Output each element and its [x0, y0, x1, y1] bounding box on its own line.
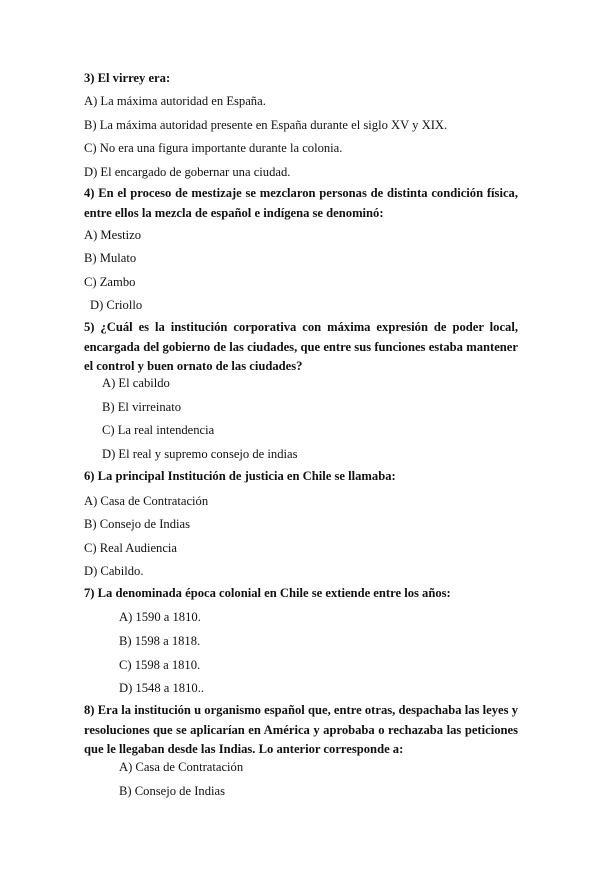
question-7-option-c: C) 1598 a 1810.: [119, 658, 201, 672]
question-6-option-d: D) Cabildo.: [84, 564, 144, 578]
question-5-option-d: D) El real y supremo consejo de indias: [102, 447, 298, 461]
question-7-option-a: A) 1590 a 1810.: [119, 610, 201, 624]
question-5-option-c: C) La real intendencia: [102, 423, 215, 437]
question-6-option-b: B) Consejo de Indias: [84, 517, 190, 531]
question-6-option-c: C) Real Audiencia: [84, 541, 178, 555]
question-3-option-b: B) La máxima autoridad presente en España durante el siglo XV y XIX.: [84, 118, 448, 132]
question-8-option-a: A) Casa de Contratación: [119, 760, 244, 774]
question-5-option-b: B) El virreinato: [102, 400, 182, 414]
question-6-title: 6) La principal Institución de justicia en Chile se llamaba:: [84, 469, 396, 483]
question-5-option-a: A) El cabildo: [102, 376, 170, 390]
question-7-option-b: B) 1598 a 1818.: [119, 634, 201, 648]
question-4-option-d: D) Criollo: [90, 298, 143, 312]
question-4-option-b: B) Mulato: [84, 251, 137, 265]
question-3-option-c: C) No era una figura importante durante la colonia.: [84, 141, 343, 155]
question-3-option-d: D) El encargado de gobernar una ciudad.: [84, 165, 291, 179]
question-4-title: 4) En el proceso de mestizaje se mezclaron personas de distinta condición física, entre ellos la mezcla de español e indígena se denominó:: [84, 186, 518, 220]
question-4-option-a: A) Mestizo: [84, 228, 142, 242]
question-8-title: 8) Era la institución u organismo español que, entre otras, despachaba las leyes y resoluciones que se aplicarían en América y aprobaba o rechazaba las peticiones que le llegaban desde las Indias. Lo anterior corresponde a:: [84, 703, 518, 756]
question-6-option-a: A) Casa de Contratación: [84, 494, 209, 508]
question-7-option-d: D) 1548 a 1810..: [119, 681, 204, 695]
question-8-option-b: B) Consejo de Indias: [119, 784, 225, 798]
question-5-title: 5) ¿Cuál es la institución corporativa con máxima expresión de poder local, encargada del gobierno de las ciudades, que entre sus funciones estaba mantener el control y buen ornato de las ciudades?: [84, 320, 518, 373]
question-3-title: 3) El virrey era:: [84, 71, 171, 85]
question-4-option-c: C) Zambo: [84, 275, 136, 289]
question-7-title: 7) La denominada época colonial en Chile se extiende entre los años:: [84, 586, 451, 600]
question-3-option-a: A) La máxima autoridad en España.: [84, 94, 266, 108]
